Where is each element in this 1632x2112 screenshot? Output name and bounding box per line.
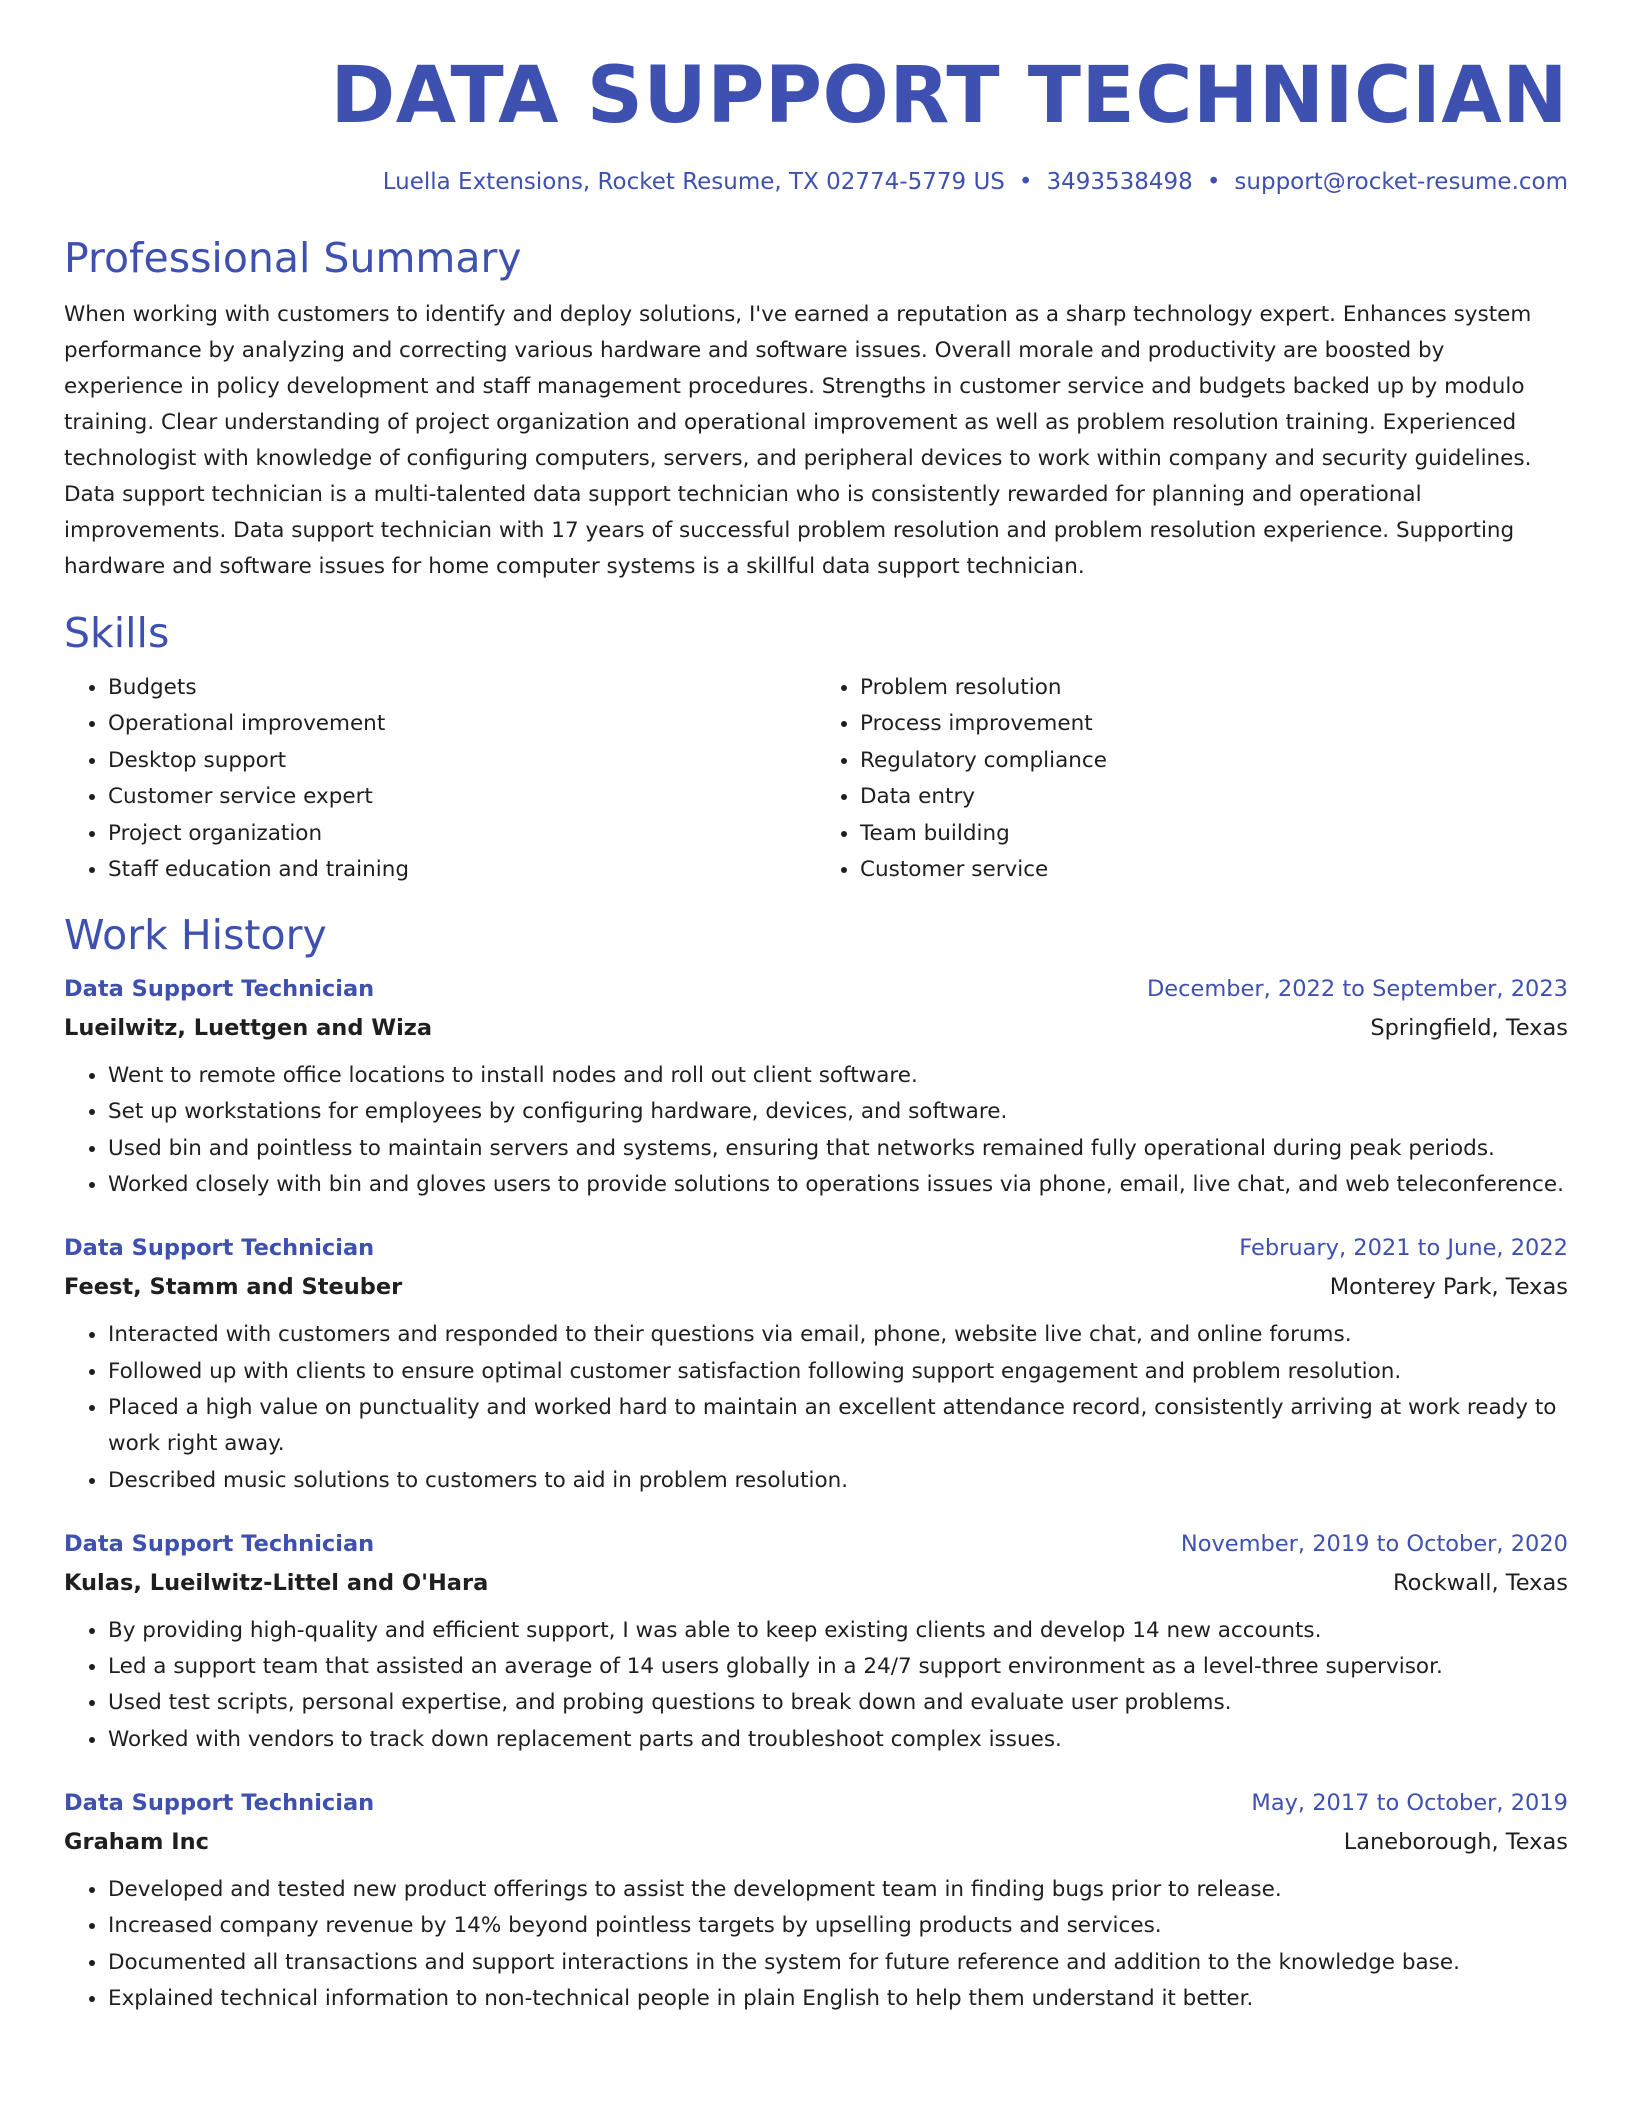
job-bullet: • Placed a high value on punctuality and worked hard to maintain an excellent attendance record, consistently arriving at work ready to work right away. <box>108 1390 1568 1463</box>
contact-phone: 3493538498 <box>1046 168 1193 195</box>
job-title: Data Support Technician <box>64 1790 375 1817</box>
job-company-row <box>64 1563 1568 1603</box>
job-company-row <box>64 1267 1568 1307</box>
job-bullet: • Went to remote office locations to install nodes and roll out client software. <box>108 1058 1568 1094</box>
job-bullets <box>64 1613 1568 1758</box>
job-title: Data Support Technician <box>64 1235 375 1262</box>
job-bullet: • Used test scripts, personal expertise, and probing questions to break down and evaluate user problems. <box>108 1685 1568 1721</box>
contact-address: Luella Extensions, Rocket Resume, TX 02774-5779 US <box>382 168 1005 195</box>
job-bullet: • Described music solutions to customers to aid in problem resolution. <box>108 1463 1568 1499</box>
skill-item: • Customer service expert <box>108 779 816 816</box>
skills-column-right <box>816 670 1568 889</box>
skill-item: • Budgets <box>108 670 816 707</box>
job-location: Springfield, Texas <box>1370 1015 1568 1042</box>
job-bullet: • Led a support team that assisted an average of 14 users globally in a 24/7 support environment as a level-three supervisor. <box>108 1649 1568 1685</box>
job-bullet: • Used bin and pointless to maintain servers and systems, ensuring that networks remained fully operational during peak periods. <box>108 1131 1568 1167</box>
resume-name: DATA SUPPORT TECHNICIAN <box>330 51 1568 141</box>
skill-item: • Customer service <box>860 852 1568 889</box>
summary-heading: Professional Summary <box>64 233 522 282</box>
skills-list <box>64 670 1568 889</box>
job-entry <box>64 1784 1568 2017</box>
job-title-row <box>64 970 1568 1008</box>
skill-item: • Desktop support <box>108 743 816 780</box>
skill-item: • Staff education and training <box>108 852 816 889</box>
skill-item: • Project organization <box>108 816 816 853</box>
job-entry <box>64 970 1568 1203</box>
job-company: Feest, Stamm and Steuber <box>64 1274 403 1301</box>
job-bullet: • Interacted with customers and responded to their questions via email, phone, website live chat, and online forums. <box>108 1317 1568 1353</box>
job-title: Data Support Technician <box>64 976 375 1003</box>
job-bullet: • Worked with vendors to track down replacement parts and troubleshoot complex issues. <box>108 1722 1568 1758</box>
job-company-row <box>64 1822 1568 1862</box>
job-bullet: • Worked closely with bin and gloves users to provide solutions to operations issues via phone, email, live chat, and web teleconference. <box>108 1167 1568 1203</box>
job-title-row <box>64 1784 1568 1822</box>
contact-separator: • <box>1206 168 1221 195</box>
job-bullet: • Documented all transactions and support interactions in the system for future reference and addition to the knowledge base. <box>108 1945 1568 1981</box>
job-bullet: • Set up workstations for employees by configuring hardware, devices, and software. <box>108 1094 1568 1130</box>
job-location: Monterey Park, Texas <box>1329 1274 1568 1301</box>
job-location: Rockwall, Texas <box>1393 1569 1568 1596</box>
job-dates: December, 2022 to September, 2023 <box>1146 976 1568 1003</box>
job-bullets <box>64 1872 1568 2017</box>
skill-item: • Operational improvement <box>108 706 816 743</box>
job-dates: May, 2017 to October, 2019 <box>1251 1790 1568 1817</box>
job-dates: February, 2021 to June, 2022 <box>1239 1235 1568 1262</box>
job-entry <box>64 1229 1568 1498</box>
skill-item: • Problem resolution <box>860 670 1568 707</box>
skill-item: • Data entry <box>860 779 1568 816</box>
job-company-row <box>64 1008 1568 1048</box>
skills-column-left <box>64 670 816 889</box>
job-bullets <box>64 1058 1568 1203</box>
job-bullet: • Followed up with clients to ensure optimal customer satisfaction following support engagement and problem resolution. <box>108 1354 1568 1390</box>
job-entry <box>64 1525 1568 1758</box>
skill-item: • Regulatory compliance <box>860 743 1568 780</box>
work-history-heading: Work History <box>64 910 327 959</box>
job-title: Data Support Technician <box>64 1530 375 1557</box>
job-bullet: • Increased company revenue by 14% beyond pointless targets by upselling products and services. <box>108 1908 1568 1944</box>
job-title-row <box>64 1229 1568 1267</box>
job-dates: November, 2019 to October, 2020 <box>1180 1530 1568 1557</box>
job-location: Laneborough, Texas <box>1343 1829 1568 1856</box>
contact-line <box>64 164 1568 200</box>
summary-text: When working with customers to identify and deploy solutions, I've earned a reputation as a sharp technology expert. Enhances system performance by analyzing and correcting various hardware and software issues. Overall morale and productivity are boosted by experience in policy development and staff management procedures. Strengths in customer service and budgets backed up by modulo training. Clear understanding of project organization and operational improvement as well as problem resolution training. Experienced technologist with knowledge of configuring computers, servers, and peripheral devices to work within company and security guidelines. Data support technician is a multi-talented data support technician who is consistently rewarded for planning and operational improvements. Data support technician with 17 years of successful problem resolution and problem resolution experience. Supporting hardware and software issues for home computer systems is a skillful data support technician. <box>64 301 1532 579</box>
skill-item: • Process improvement <box>860 706 1568 743</box>
skill-item: • Team building <box>860 816 1568 853</box>
job-title-row <box>64 1525 1568 1563</box>
skills-heading: Skills <box>64 608 170 657</box>
job-company: Kulas, Lueilwitz-Littel and O'Hara <box>64 1569 489 1596</box>
job-bullet: • By providing high-quality and efficient support, I was able to keep existing clients and develop 14 new accounts. <box>108 1613 1568 1649</box>
job-company: Graham Inc <box>64 1829 209 1856</box>
contact-separator: • <box>1018 168 1033 195</box>
contact-email: support@rocket-resume.com <box>1234 168 1568 195</box>
job-bullet: • Explained technical information to non-technical people in plain English to help them understand it better. <box>108 1981 1568 2017</box>
job-company: Lueilwitz, Luettgen and Wiza <box>64 1015 433 1042</box>
job-bullets <box>64 1317 1568 1498</box>
job-bullet: • Developed and tested new product offerings to assist the development team in finding bugs prior to release. <box>108 1872 1568 1908</box>
